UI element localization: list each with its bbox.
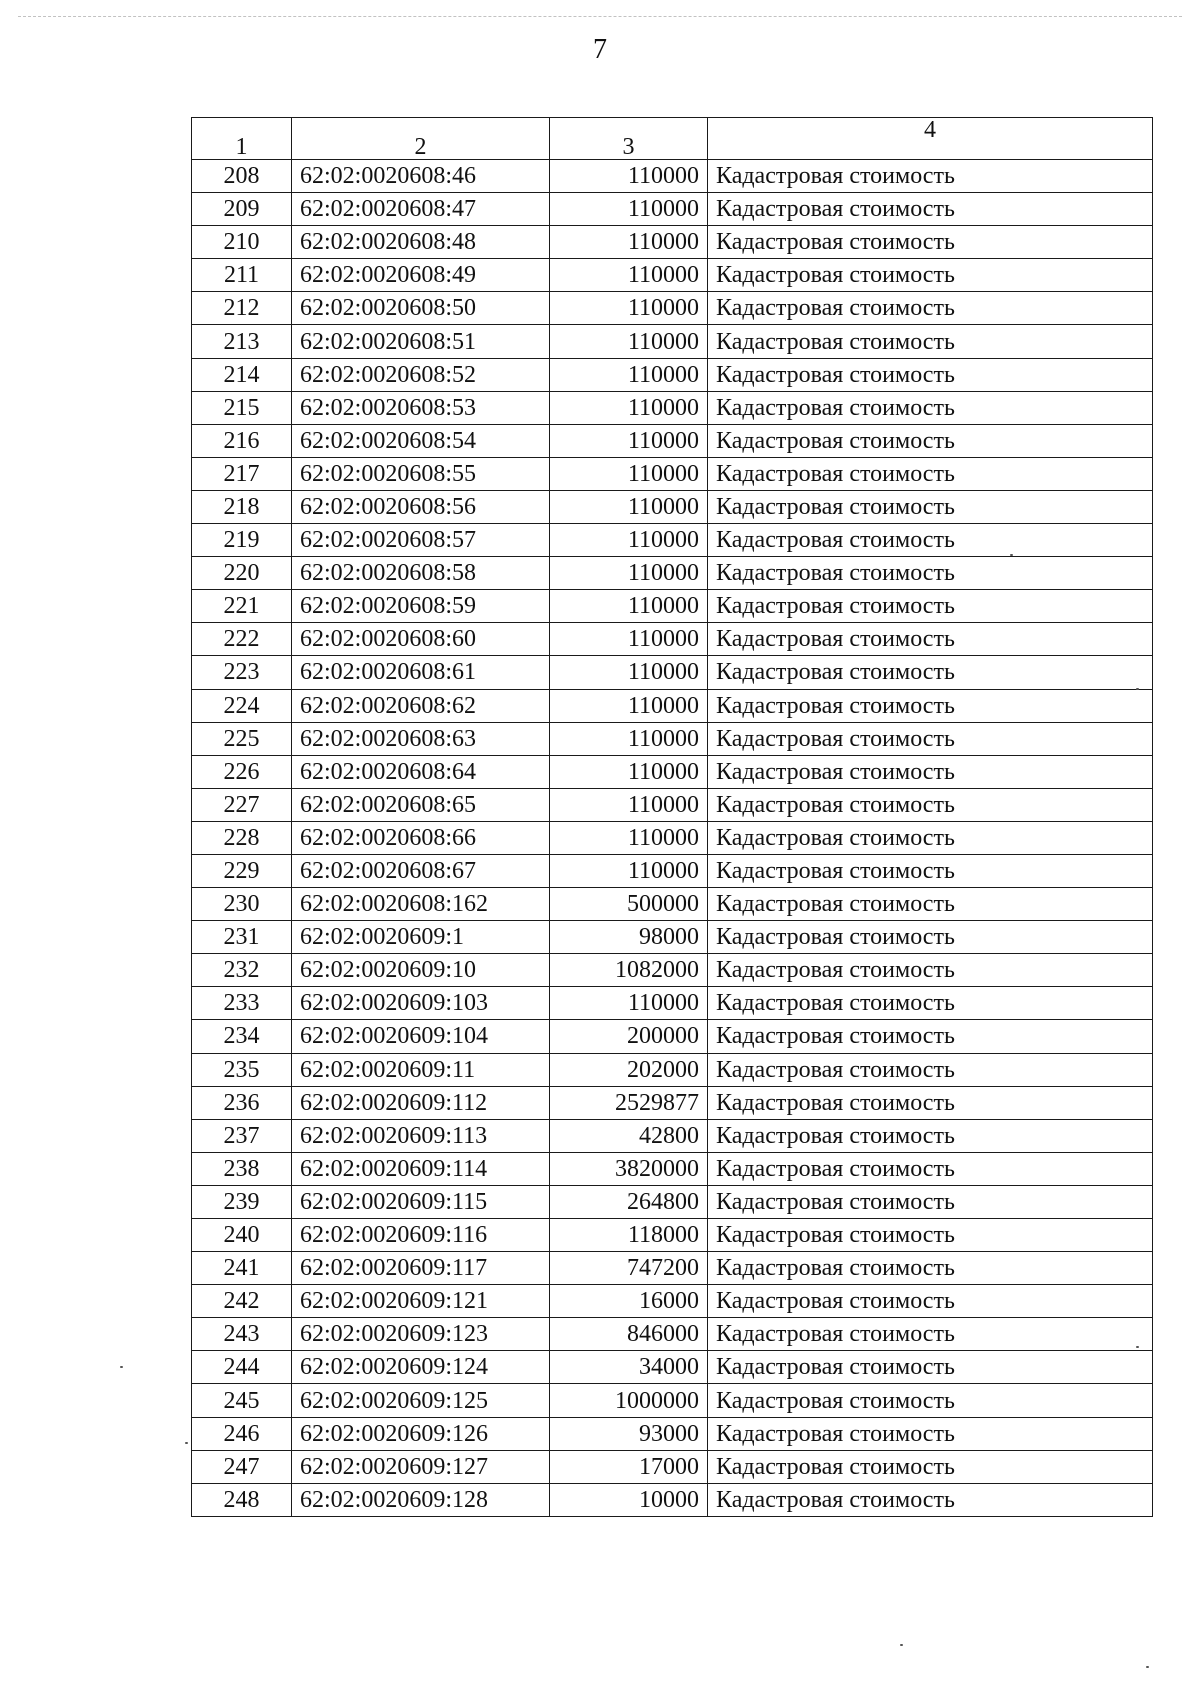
table-row [192,358,1153,391]
row-number-cell: 246 [192,1417,292,1450]
table-row [192,259,1153,292]
value-cell: 34000 [550,1351,708,1384]
row-number-cell: 225 [192,722,292,755]
row-number-cell: 234 [192,1020,292,1053]
description-cell: Кадастровая стоимость [708,590,1153,623]
table-row [192,1285,1153,1318]
cadastral-number-cell: 62:02:0020608:64 [292,755,550,788]
table-row [192,1119,1153,1152]
value-cell: 200000 [550,1020,708,1053]
cadastral-number-cell: 62:02:0020608:59 [292,590,550,623]
row-number-cell: 239 [192,1185,292,1218]
row-number-cell: 222 [192,623,292,656]
cadastral-number-cell: 62:02:0020608:48 [292,226,550,259]
cadastral-number-cell: 62:02:0020609:116 [292,1219,550,1252]
cadastral-number-cell: 62:02:0020609:128 [292,1483,550,1516]
table-row [192,391,1153,424]
value-cell: 110000 [550,524,708,557]
table-row [192,888,1153,921]
table-row [192,1219,1153,1252]
cadastral-number-cell: 62:02:0020608:58 [292,557,550,590]
table-row [192,1252,1153,1285]
row-number-cell: 235 [192,1053,292,1086]
row-number-cell: 220 [192,557,292,590]
description-cell: Кадастровая стоимость [708,854,1153,887]
table-row [192,1384,1153,1417]
row-number-cell: 229 [192,854,292,887]
column-header-4: 4 [708,118,1153,160]
description-cell: Кадастровая стоимость [708,821,1153,854]
row-number-cell: 216 [192,424,292,457]
table-row [192,590,1153,623]
row-number-cell: 237 [192,1119,292,1152]
cadastral-number-cell: 62:02:0020608:50 [292,292,550,325]
description-cell: Кадастровая стоимость [708,722,1153,755]
description-cell: Кадастровая стоимость [708,292,1153,325]
value-cell: 98000 [550,921,708,954]
row-number-cell: 228 [192,821,292,854]
row-number-cell: 236 [192,1086,292,1119]
description-cell: Кадастровая стоимость [708,193,1153,226]
cadastral-number-cell: 62:02:0020609:124 [292,1351,550,1384]
cadastral-number-cell: 62:02:0020608:49 [292,259,550,292]
table-row [192,689,1153,722]
scan-speck [1136,688,1139,690]
page-number: 7 [593,34,607,65]
description-cell: Кадастровая стоимость [708,656,1153,689]
table-row [192,160,1153,193]
cadastral-number-cell: 62:02:0020609:10 [292,954,550,987]
value-cell: 202000 [550,1053,708,1086]
row-number-cell: 221 [192,590,292,623]
description-cell: Кадастровая стоимость [708,921,1153,954]
cadastral-number-cell: 62:02:0020608:51 [292,325,550,358]
description-cell: Кадастровая стоимость [708,259,1153,292]
cadastral-number-cell: 62:02:0020608:47 [292,193,550,226]
value-cell: 500000 [550,888,708,921]
cadastral-number-cell: 62:02:0020609:115 [292,1185,550,1218]
table-row [192,854,1153,887]
description-cell: Кадастровая стоимость [708,1384,1153,1417]
value-cell: 110000 [550,656,708,689]
value-cell: 17000 [550,1450,708,1483]
description-cell: Кадастровая стоимость [708,987,1153,1020]
description-cell: Кадастровая стоимость [708,788,1153,821]
value-cell: 118000 [550,1219,708,1252]
row-number-cell: 238 [192,1152,292,1185]
row-number-cell: 240 [192,1219,292,1252]
row-number-cell: 244 [192,1351,292,1384]
value-cell: 110000 [550,557,708,590]
cadastral-number-cell: 62:02:0020609:121 [292,1285,550,1318]
table-row [192,1185,1153,1218]
cadastral-number-cell: 62:02:0020608:57 [292,524,550,557]
row-number-cell: 233 [192,987,292,1020]
cadastral-number-cell: 62:02:0020608:63 [292,722,550,755]
row-number-cell: 224 [192,689,292,722]
table-row [192,490,1153,523]
table-row [192,193,1153,226]
cadastral-number-cell: 62:02:0020609:103 [292,987,550,1020]
table-row [192,557,1153,590]
row-number-cell: 242 [192,1285,292,1318]
row-number-cell: 217 [192,457,292,490]
value-cell: 93000 [550,1417,708,1450]
scan-speck [900,1644,903,1646]
row-number-cell: 209 [192,193,292,226]
table-row [192,1020,1153,1053]
column-header-3: 3 [550,118,708,160]
value-cell: 110000 [550,391,708,424]
description-cell: Кадастровая стоимость [708,1219,1153,1252]
cadastral-number-cell: 62:02:0020608:55 [292,457,550,490]
value-cell: 1000000 [550,1384,708,1417]
description-cell: Кадастровая стоимость [708,1152,1153,1185]
table-row [192,524,1153,557]
table-row [192,1450,1153,1483]
table-row [192,921,1153,954]
table-row [192,954,1153,987]
value-cell: 16000 [550,1285,708,1318]
description-cell: Кадастровая стоимость [708,226,1153,259]
cadastral-number-cell: 62:02:0020608:53 [292,391,550,424]
cadastral-number-cell: 62:02:0020608:52 [292,358,550,391]
value-cell: 110000 [550,358,708,391]
column-header-1: 1 [192,118,292,160]
description-cell: Кадастровая стоимость [708,1119,1153,1152]
row-number-cell: 248 [192,1483,292,1516]
table-row [192,821,1153,854]
value-cell: 110000 [550,160,708,193]
description-cell: Кадастровая стоимость [708,954,1153,987]
value-cell: 110000 [550,821,708,854]
scan-edge-line [18,16,1182,17]
table-row [192,1351,1153,1384]
value-cell: 110000 [550,424,708,457]
value-cell: 110000 [550,325,708,358]
value-cell: 1082000 [550,954,708,987]
table-row [192,325,1153,358]
description-cell: Кадастровая стоимость [708,1285,1153,1318]
cadastral-number-cell: 62:02:0020608:62 [292,689,550,722]
table-row [192,424,1153,457]
value-cell: 110000 [550,722,708,755]
cadastral-number-cell: 62:02:0020608:46 [292,160,550,193]
row-number-cell: 215 [192,391,292,424]
description-cell: Кадастровая стоимость [708,623,1153,656]
row-number-cell: 214 [192,358,292,391]
table-row [192,1417,1153,1450]
value-cell: 42800 [550,1119,708,1152]
row-number-cell: 231 [192,921,292,954]
cadastral-number-cell: 62:02:0020608:60 [292,623,550,656]
scan-speck [1146,1666,1149,1668]
value-cell: 110000 [550,226,708,259]
cadastral-value-table [191,117,1153,1517]
cadastral-number-cell: 62:02:0020609:123 [292,1318,550,1351]
description-cell: Кадастровая стоимость [708,755,1153,788]
description-cell: Кадастровая стоимость [708,1053,1153,1086]
row-number-cell: 230 [192,888,292,921]
row-number-cell: 245 [192,1384,292,1417]
row-number-cell: 210 [192,226,292,259]
value-cell: 747200 [550,1252,708,1285]
description-cell: Кадастровая стоимость [708,490,1153,523]
cadastral-number-cell: 62:02:0020608:162 [292,888,550,921]
row-number-cell: 208 [192,160,292,193]
cadastral-number-cell: 62:02:0020609:114 [292,1152,550,1185]
cadastral-number-cell: 62:02:0020609:125 [292,1384,550,1417]
cadastral-number-cell: 62:02:0020609:1 [292,921,550,954]
cadastral-number-cell: 62:02:0020608:66 [292,821,550,854]
description-cell: Кадастровая стоимость [708,1351,1153,1384]
row-number-cell: 213 [192,325,292,358]
description-cell: Кадастровая стоимость [708,358,1153,391]
value-cell: 110000 [550,623,708,656]
value-cell: 110000 [550,590,708,623]
cadastral-number-cell: 62:02:0020609:11 [292,1053,550,1086]
row-number-cell: 232 [192,954,292,987]
row-number-cell: 223 [192,656,292,689]
row-number-cell: 227 [192,788,292,821]
description-cell: Кадастровая стоимость [708,325,1153,358]
cadastral-number-cell: 62:02:0020609:127 [292,1450,550,1483]
table-body [192,160,1153,1517]
scan-speck [185,1442,188,1444]
value-cell: 110000 [550,788,708,821]
row-number-cell: 226 [192,755,292,788]
description-cell: Кадастровая стоимость [708,160,1153,193]
value-cell: 2529877 [550,1086,708,1119]
value-cell: 110000 [550,755,708,788]
cadastral-number-cell: 62:02:0020608:54 [292,424,550,457]
scan-speck [1136,1346,1139,1348]
table-header-row [192,118,1153,160]
table-row [192,1053,1153,1086]
table-row [192,755,1153,788]
cadastral-number-cell: 62:02:0020609:104 [292,1020,550,1053]
table-row [192,987,1153,1020]
row-number-cell: 219 [192,524,292,557]
table-row [192,1318,1153,1351]
description-cell: Кадастровая стоимость [708,1252,1153,1285]
value-cell: 110000 [550,854,708,887]
value-cell: 110000 [550,490,708,523]
value-cell: 846000 [550,1318,708,1351]
description-cell: Кадастровая стоимость [708,457,1153,490]
row-number-cell: 247 [192,1450,292,1483]
cadastral-number-cell: 62:02:0020609:113 [292,1119,550,1152]
description-cell: Кадастровая стоимость [708,557,1153,590]
row-number-cell: 211 [192,259,292,292]
description-cell: Кадастровая стоимость [708,1417,1153,1450]
table-row [192,623,1153,656]
description-cell: Кадастровая стоимость [708,888,1153,921]
row-number-cell: 241 [192,1252,292,1285]
description-cell: Кадастровая стоимость [708,391,1153,424]
value-cell: 3820000 [550,1152,708,1185]
table-row [192,1152,1153,1185]
description-cell: Кадастровая стоимость [708,1020,1153,1053]
row-number-cell: 243 [192,1318,292,1351]
cadastral-number-cell: 62:02:0020609:112 [292,1086,550,1119]
description-cell: Кадастровая стоимость [708,1086,1153,1119]
table-row [192,1086,1153,1119]
value-cell: 110000 [550,259,708,292]
table-row [192,722,1153,755]
table-row [192,788,1153,821]
value-cell: 110000 [550,689,708,722]
table-row [192,457,1153,490]
cadastral-number-cell: 62:02:0020609:117 [292,1252,550,1285]
value-cell: 110000 [550,193,708,226]
table-row [192,1483,1153,1516]
column-header-2: 2 [292,118,550,160]
table-row [192,226,1153,259]
value-cell: 264800 [550,1185,708,1218]
value-cell: 110000 [550,457,708,490]
description-cell: Кадастровая стоимость [708,1185,1153,1218]
cadastral-number-cell: 62:02:0020608:61 [292,656,550,689]
value-cell: 110000 [550,987,708,1020]
table-row [192,292,1153,325]
value-cell: 10000 [550,1483,708,1516]
cadastral-number-cell: 62:02:0020608:65 [292,788,550,821]
description-cell: Кадастровая стоимость [708,424,1153,457]
description-cell: Кадастровая стоимость [708,524,1153,557]
scan-speck [1010,554,1013,556]
table-row [192,656,1153,689]
cadastral-number-cell: 62:02:0020608:67 [292,854,550,887]
cadastral-number-cell: 62:02:0020608:56 [292,490,550,523]
cadastral-number-cell: 62:02:0020609:126 [292,1417,550,1450]
description-cell: Кадастровая стоимость [708,1318,1153,1351]
row-number-cell: 212 [192,292,292,325]
description-cell: Кадастровая стоимость [708,689,1153,722]
description-cell: Кадастровая стоимость [708,1483,1153,1516]
value-cell: 110000 [550,292,708,325]
scan-speck [120,1366,123,1368]
description-cell: Кадастровая стоимость [708,1450,1153,1483]
row-number-cell: 218 [192,490,292,523]
